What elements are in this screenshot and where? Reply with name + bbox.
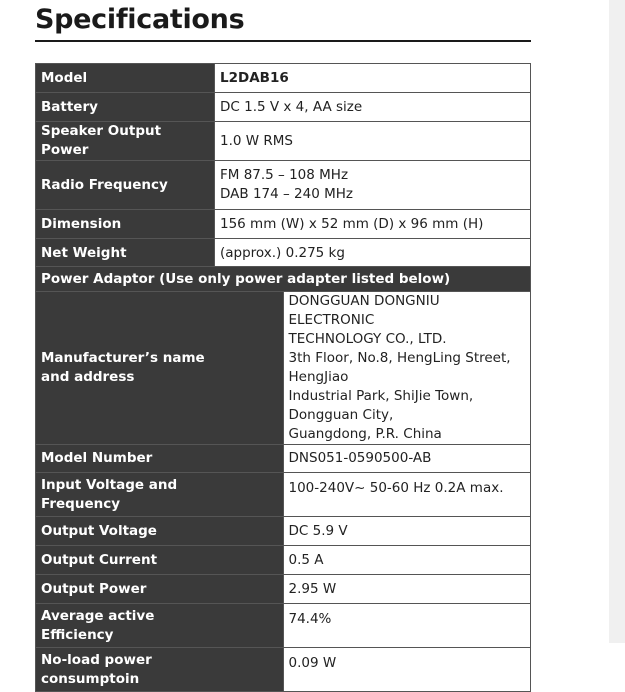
spec-label-model: Model	[36, 64, 215, 93]
spec-label-net-weight: Net Weight	[36, 239, 215, 268]
table-row	[36, 210, 531, 239]
adaptor-table-header: Power Adaptor (Use only power adapter listed below)	[36, 267, 531, 292]
label-line: consumptoin	[41, 670, 140, 687]
value-line: TECHNOLOGY CO., LTD.	[288, 331, 447, 347]
spec-value-output-voltage: DC 5.9 V	[283, 517, 531, 546]
spec-label-model-number: Model Number	[36, 445, 284, 473]
spec-label-radio-frequency: Radio Frequency	[36, 161, 215, 210]
label-line: Efficiency	[41, 626, 114, 643]
table-row	[36, 239, 531, 268]
table-row	[36, 604, 531, 648]
value-line: 3th Floor, No.8, HengLing Street, HengJiao	[288, 350, 511, 385]
spec-value-no-load-power: 0.09 W	[283, 648, 531, 692]
spec-label-speaker-output: Speaker Output Power	[36, 122, 215, 161]
spec-label-battery: Battery	[36, 93, 215, 122]
value-line: Guangdong, P.R. China	[288, 426, 442, 442]
table-row	[36, 546, 531, 575]
spec-value-model-number: DNS051-0590500-AB	[283, 445, 531, 473]
label-line: No-load power	[41, 651, 152, 668]
table-row	[36, 575, 531, 604]
spec-value-manufacturer	[283, 292, 531, 445]
table-row	[36, 517, 531, 546]
label-line: Frequency	[41, 495, 121, 512]
label-line: Input Voltage and	[41, 476, 178, 493]
label-line: and address	[41, 369, 135, 385]
table-row	[36, 122, 531, 161]
spec-label-efficiency	[36, 604, 284, 648]
page-title: Specifications	[35, 4, 245, 35]
value-line: FM 87.5 – 108 MHz	[220, 167, 349, 183]
spec-label-no-load-power	[36, 648, 284, 692]
spec-value-battery: DC 1.5 V x 4, AA size	[215, 93, 531, 122]
value-line: Industrial Park, ShiJie Town, Dongguan City,	[288, 388, 474, 423]
table-row	[36, 445, 531, 473]
product-spec-table	[35, 63, 531, 268]
page-margin-strip	[609, 0, 625, 643]
title-divider	[35, 40, 531, 42]
spec-value-radio-frequency	[215, 161, 531, 210]
spec-value-output-current: 0.5 A	[283, 546, 531, 575]
spec-label-output-voltage: Output Voltage	[36, 517, 284, 546]
label-line: Manufacturer’s name	[41, 350, 205, 366]
spec-value-input-voltage: 100-240V~ 50-60 Hz 0.2A max.	[283, 473, 531, 517]
spec-value-speaker-output: 1.0 W RMS	[215, 122, 531, 161]
table-row	[36, 64, 531, 93]
power-adaptor-table	[35, 266, 531, 692]
table-header-row	[36, 267, 531, 292]
table-row	[36, 292, 531, 445]
table-row	[36, 161, 531, 210]
spec-value-output-power: 2.95 W	[283, 575, 531, 604]
value-line: DONGGUAN DONGNIU ELECTRONIC	[288, 293, 440, 328]
spec-value-dimension: 156 mm (W) x 52 mm (D) x 96 mm (H)	[215, 210, 531, 239]
spec-label-output-current: Output Current	[36, 546, 284, 575]
spec-value-model: L2DAB16	[215, 64, 531, 93]
spec-value-net-weight: (approx.) 0.275 kg	[215, 239, 531, 268]
table-row	[36, 473, 531, 517]
table-row	[36, 93, 531, 122]
spec-label-dimension: Dimension	[36, 210, 215, 239]
spec-label-input-voltage	[36, 473, 284, 517]
value-line: DAB 174 – 240 MHz	[220, 186, 353, 202]
spec-label-manufacturer	[36, 292, 284, 445]
spec-value-efficiency: 74.4%	[283, 604, 531, 648]
label-line: Average active	[41, 607, 155, 624]
spec-label-output-power: Output Power	[36, 575, 284, 604]
table-row	[36, 648, 531, 692]
